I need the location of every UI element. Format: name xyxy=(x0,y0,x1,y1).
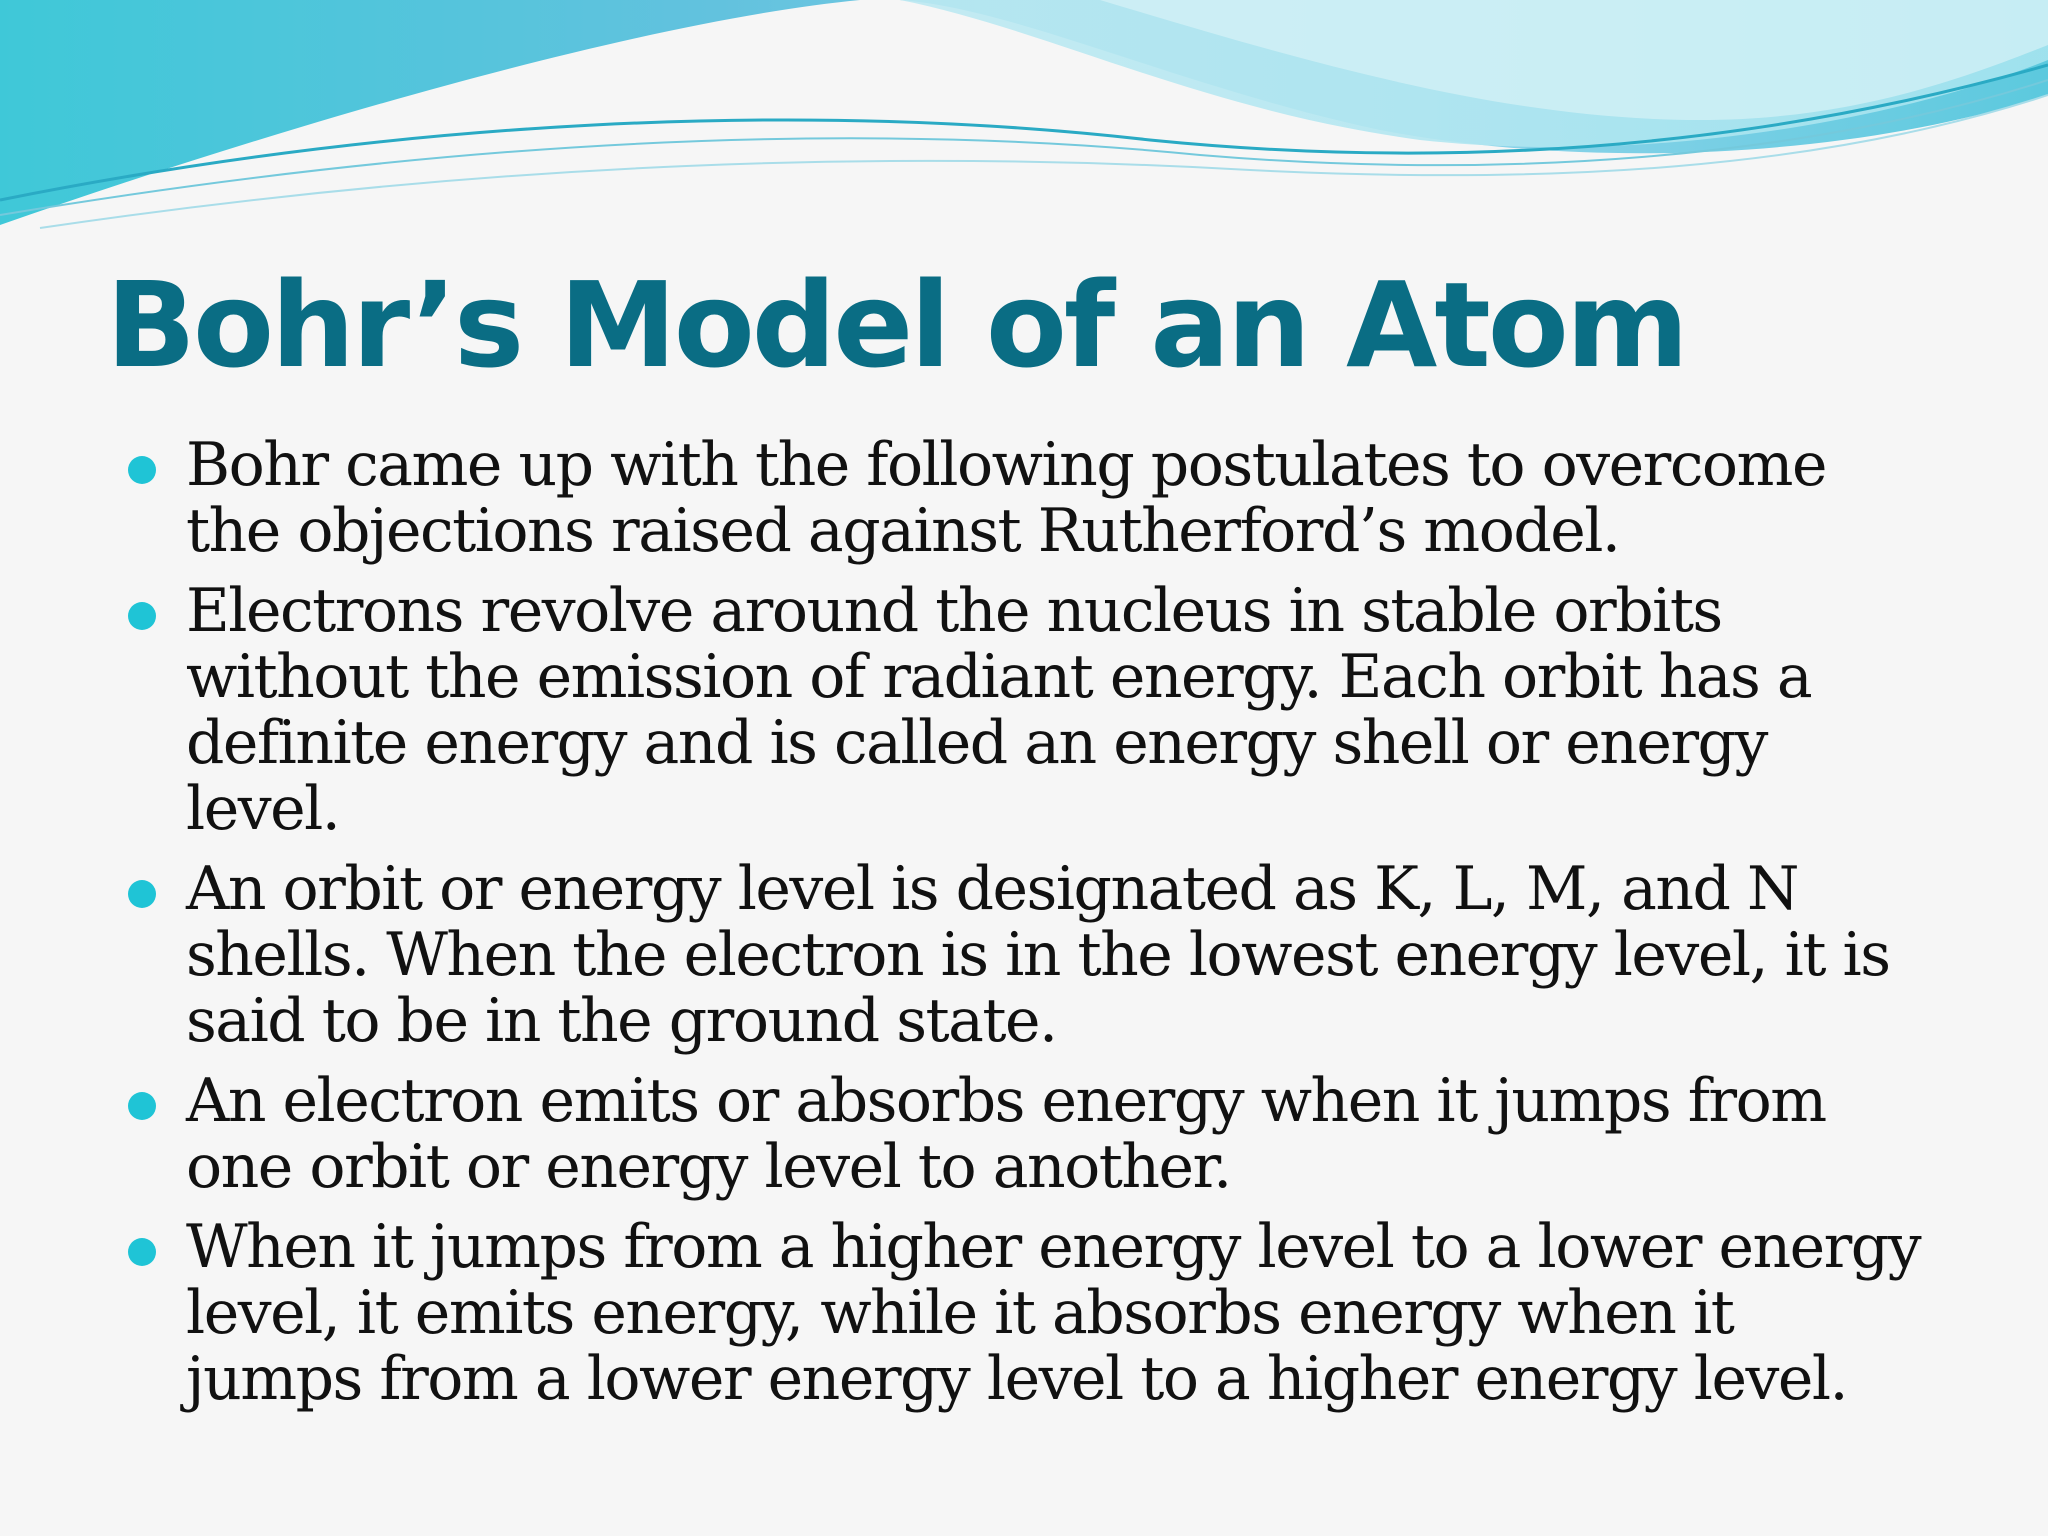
bullet-dot-icon xyxy=(128,1092,156,1120)
bullet-dot-icon xyxy=(128,456,156,484)
bullet-item xyxy=(124,578,1924,842)
bullet-text: Bohr came up with the following postulates to overcome the objections raised against Rutherford’s model. xyxy=(186,430,1826,566)
bullet-item xyxy=(124,432,1924,564)
bullet-dot-icon xyxy=(128,1238,156,1266)
bullet-text: An orbit or energy level is designated as K, L, M, and N shells. When the electron is in the lowest energy level, it is said to be in the ground state. xyxy=(186,854,1890,1056)
bullet-text: When it jumps from a higher energy level to a lower energy level, it emits energy, while it absorbs energy when it jumps from a lower energy level to a higher energy level. xyxy=(186,1212,1921,1414)
bullet-list xyxy=(124,432,1924,1426)
bullet-item xyxy=(124,856,1924,1054)
bullet-dot-icon xyxy=(128,880,156,908)
bullet-item xyxy=(124,1214,1924,1412)
header-wave-decoration xyxy=(0,0,2048,240)
bullet-text: An electron emits or absorbs energy when it jumps from one orbit or energy level to another. xyxy=(186,1066,1826,1202)
slide-title: Bohr’s Model of an Atom xyxy=(106,256,1686,394)
bullet-dot-icon xyxy=(128,602,156,630)
bullet-item xyxy=(124,1068,1924,1200)
bullet-text: Electrons revolve around the nucleus in stable orbits without the emission of radiant energy. Each orbit has a definite energy and is called an energy shell or energy level. xyxy=(186,576,1812,844)
